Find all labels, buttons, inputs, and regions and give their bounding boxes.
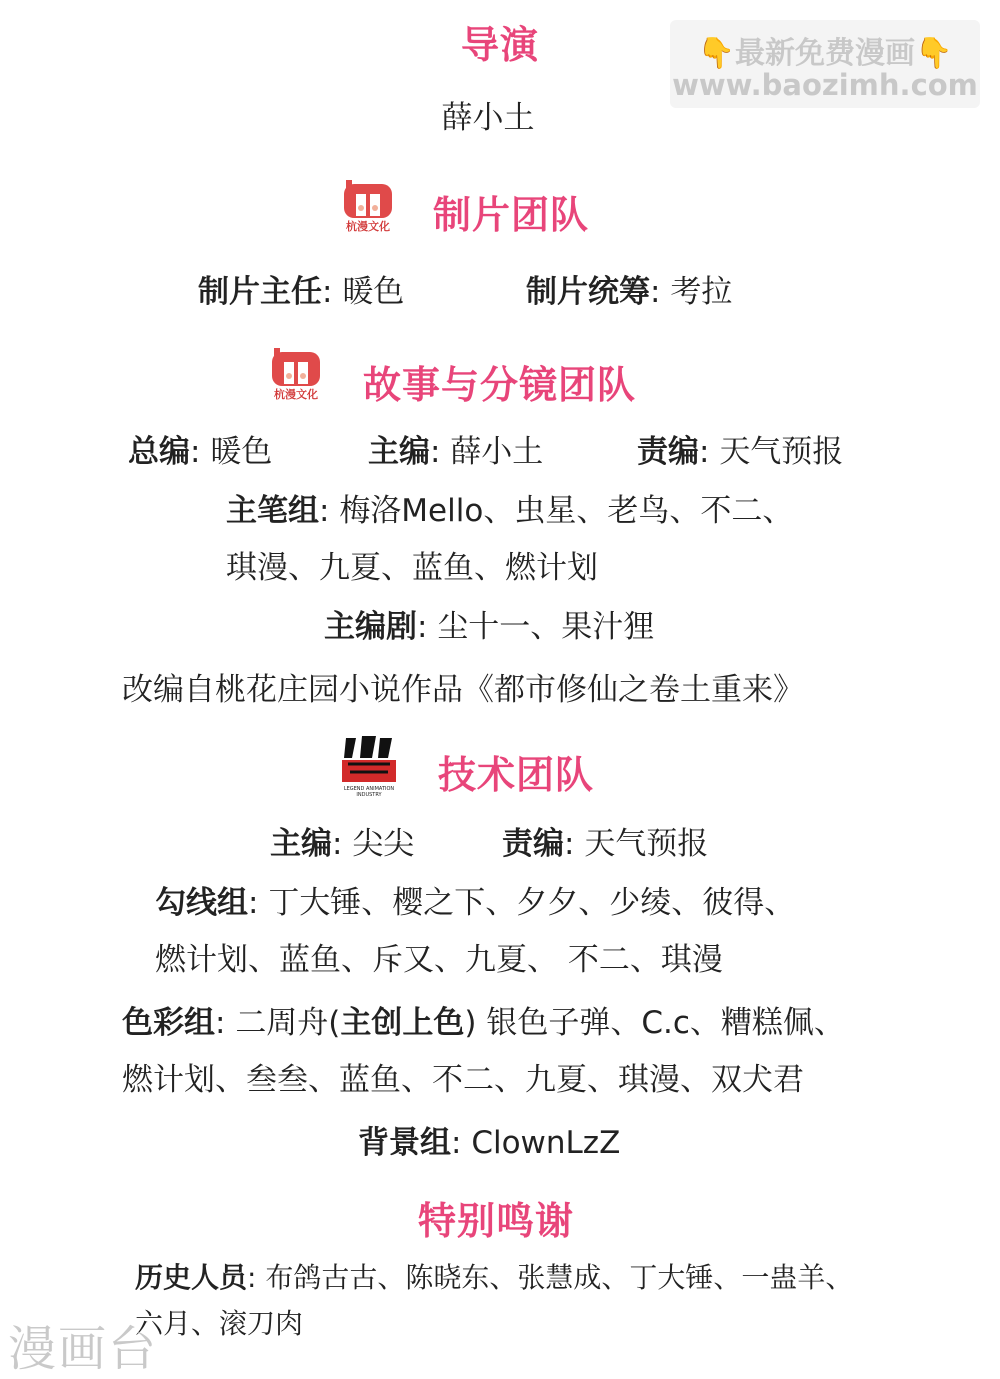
hangman-logo [268,346,324,406]
production-manager: 制片主任: 暖色 [198,274,405,310]
hangman-logo [340,178,396,234]
director-name: 薛小土 [441,100,535,136]
main-editor: 主编: 薛小土 [368,434,544,470]
thanks-line1: 历史人员: 布鸽古古、陈晓东、张慧成、丁大锤、一蛊羊、 [135,1261,854,1294]
pointing-down-hand-icon: 👇 [915,36,953,71]
logo-text: 杭漫文化 [346,220,390,233]
background-group: 背景组: ClownLzZ [358,1125,621,1161]
pen-group-line2: 琪漫、九夏、蓝鱼、燃计划 [226,550,598,586]
pointing-down-hand-icon: 👇 [697,36,735,71]
tech-heading: 技术团队 [438,753,595,797]
thanks-heading: 特别鸣谢 [418,1199,575,1243]
adaptation-note: 改编自桃花庄园小说作品《都市修仙之卷土重来》 [122,672,804,708]
line-group-line2: 燃计划、蓝鱼、斥又、九夏、 不二、琪漫 [155,942,723,978]
bottom-watermark: 漫画台 [8,1321,159,1377]
color-group-line1: 色彩组: 二周舟(主创上色) 银色子弹、C.c、糟糕佩、 [122,1005,845,1041]
legend-logo [338,734,400,798]
pen-group-line1: 主笔组: 梅洛Mello、虫星、老鸟、不二、 [226,493,794,529]
line-group-line1: 勾线组: 丁大锤、樱之下、夕夕、少绫、彼得、 [155,885,796,921]
chief-editor: 总编: 暖色 [128,434,273,470]
logo-subtext: LEGEND ANIMATION INDUSTRY [343,786,395,798]
thanks-line2: 六月、滚刀肉 [135,1307,304,1340]
responsible-editor: 责编: 天气预报 [637,434,844,470]
story-heading: 故事与分镜团队 [363,363,637,407]
tech-main-editor: 主编: 尖尖 [270,826,415,862]
director-heading: 导演 [460,23,539,67]
watermark-text: 最新免费漫画 [735,36,915,71]
screenwriter: 主编剧: 尘十一、果汁狸 [324,609,655,645]
logo-text: 杭漫文化 [274,388,318,401]
watermark-url: www.baozimh.com [672,68,978,102]
color-group-line2: 燃计划、叁叁、蓝鱼、不二、九夏、琪漫、双犬君 [122,1062,804,1098]
tech-responsible-editor: 责编: 天气预报 [502,826,709,862]
production-coordinator: 制片统筹: 考拉 [526,274,733,310]
production-heading: 制片团队 [433,193,590,237]
